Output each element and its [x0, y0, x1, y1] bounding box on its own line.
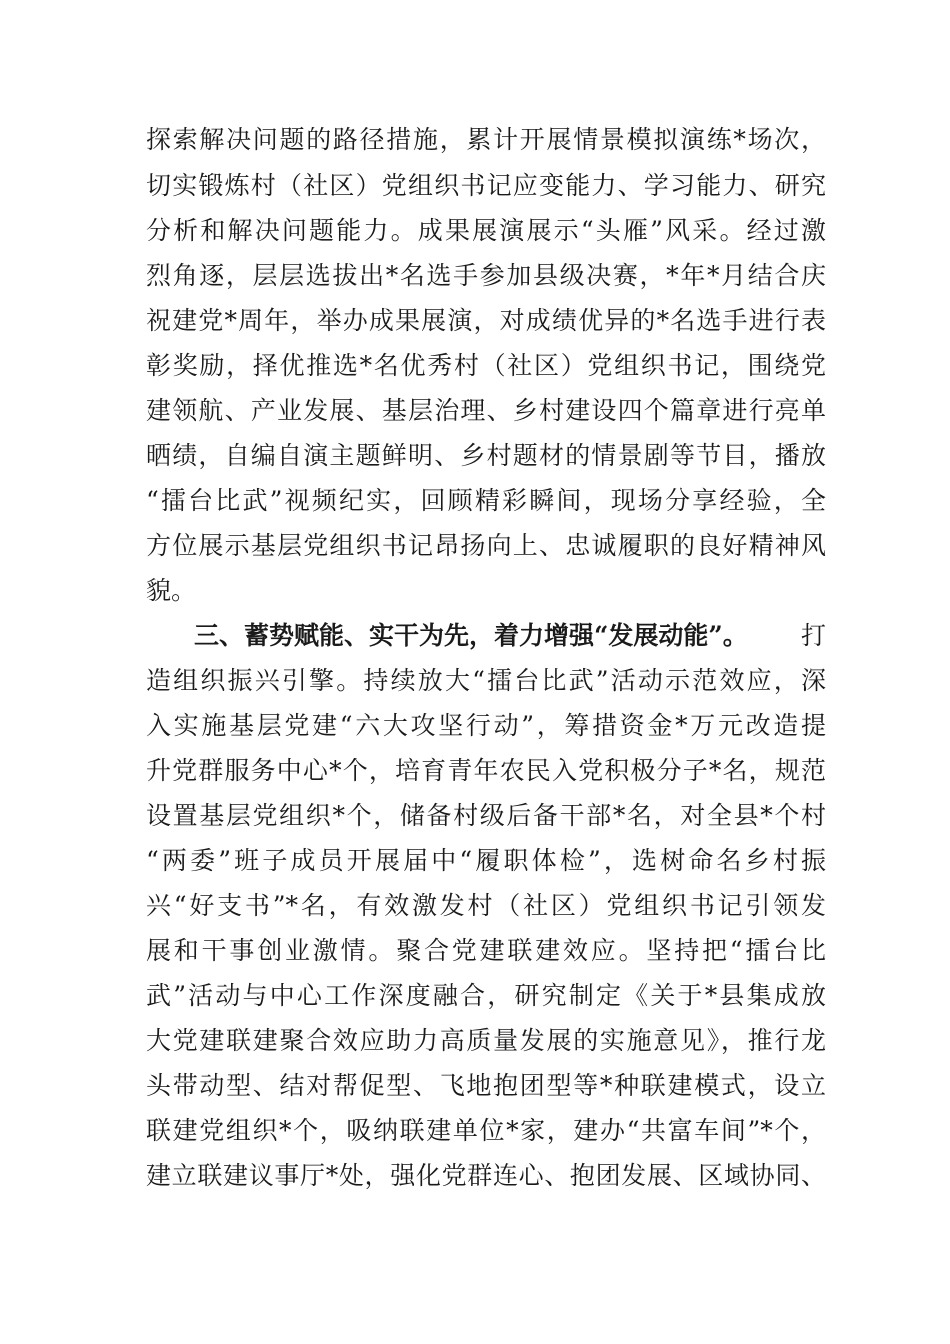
paragraph-2-line-10: 大党建联建聚合效应助力高质量发展的实施意见》，推行龙 — [146, 1026, 826, 1055]
paragraph-2-line-13: 建立联建议事厅*处，强化党群连心、抱团发展、区域协同、 — [146, 1161, 826, 1190]
paragraph-1-line-11: 貌。 — [146, 576, 197, 605]
paragraph-2-line-1 — [194, 621, 826, 651]
paragraph-2-line-6: “两委”班子成员开展届中“履职体检”，选树命名乡村振 — [146, 846, 826, 875]
paragraph-1-line-8: 晒绩，自编自演主题鲜明、乡村题材的情景剧等节目，播放 — [146, 441, 826, 470]
paragraph-2-line-5: 设置基层党组织*个，储备村级后备干部*名，对全县*个村 — [146, 801, 826, 830]
paragraph-2-line-7: 兴“好支书”*名，有效激发村（社区）党组织书记引领发 — [146, 891, 826, 920]
paragraph-1-line-9: “擂台比武”视频纪实，回顾精彩瞬间，现场分享经验，全 — [146, 486, 826, 515]
paragraph-1-line-10: 方位展示基层党组织书记昂扬向上、忠诚履职的良好精神风 — [146, 531, 826, 560]
paragraph-2-line-4: 升党群服务中心*个，培育青年农民入党积极分子*名，规范 — [146, 756, 826, 785]
paragraph-1-line-4: 烈角逐，层层选拔出*名选手参加县级决赛，*年*月结合庆 — [146, 261, 826, 290]
paragraph-2-line-9: 武”活动与中心工作深度融合，研究制定《关于*县集成放 — [146, 981, 826, 1010]
paragraph-1-line-1: 探索解决问题的路径措施，累计开展情景模拟演练*场次， — [146, 125, 826, 154]
paragraph-2-line-3: 入实施基层党建“六大攻坚行动”，筹措资金*万元改造提 — [146, 711, 826, 740]
paragraph-2-line-8: 展和干事创业激情。聚合党建联建效应。坚持把“擂台比 — [146, 936, 826, 965]
paragraph-1-line-2: 切实锻炼村（社区）党组织书记应变能力、学习能力、研究 — [146, 171, 826, 200]
paragraph-1-line-5: 祝建党*周年，举办成果展演，对成绩优异的*名选手进行表 — [146, 306, 826, 335]
paragraph-1-line-3: 分析和解决问题能力。成果展演展示“头雁”风采。经过激 — [146, 216, 826, 245]
paragraph-2-line-11: 头带动型、结对帮促型、飞地抱团型等*种联建模式，设立 — [146, 1071, 826, 1100]
section-heading-continuation: 打 — [800, 621, 826, 650]
paragraph-2-line-2: 造组织振兴引擎。持续放大“擂台比武”活动示范效应，深 — [146, 666, 826, 695]
section-heading: 三、蓄势赋能、实干为先，着力增强“发展动能”。 — [194, 621, 748, 650]
paragraph-2-line-12: 联建党组织*个，吸纳联建单位*家，建办“共富车间”*个， — [146, 1116, 826, 1145]
paragraph-1-line-6: 彰奖励，择优推选*名优秀村（社区）党组织书记，围绕党 — [146, 351, 826, 380]
paragraph-1-line-7: 建领航、产业发展、基层治理、乡村建设四个篇章进行亮单 — [146, 396, 826, 425]
